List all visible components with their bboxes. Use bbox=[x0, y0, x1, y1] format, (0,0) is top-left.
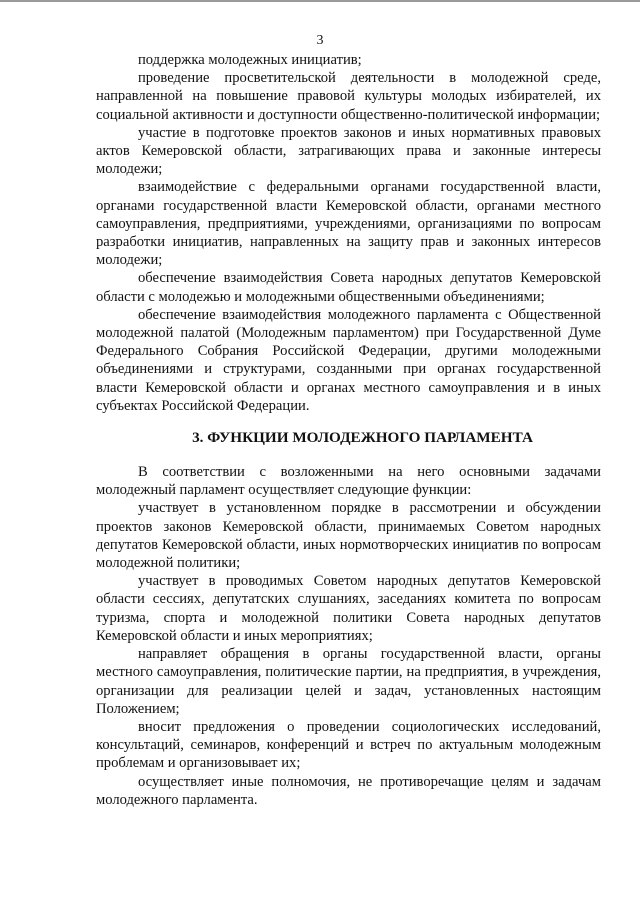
task-paragraph: взаимодействие с федеральными органами государственной власти, органами государственной власти Кемеровской области, органами местного самоуправления, предприятиями, учреждениями, организациями по вопросам разработки инициатив, направленных на защиту прав и законных интересов молодежи; bbox=[96, 179, 601, 269]
function-paragraph: осуществляет иные полномочия, не противоречащие целям и задачам молодежного парламента. bbox=[96, 773, 601, 808]
function-paragraph: участвует в установленном порядке в рассмотрении и обсуждении проектов законов Кемеровской области, принимаемых Советом народных депутатов Кемеровской области, иных нормотворческих инициатив по вопросам молодежной политики; bbox=[96, 500, 601, 572]
intro-paragraph: В соответствии с возложенными на него основными задачами молодежный парламент осуществляет следующие функции: bbox=[96, 464, 601, 499]
function-paragraph: направляет обращения в органы государственной власти, органы местного самоуправления, политические партии, на предприятия, в учреждения, организации для реализации целей и задач, установленных настоящим Положением; bbox=[96, 646, 601, 717]
document-body bbox=[96, 51, 601, 809]
task-paragraph: участие в подготовке проектов законов и иных нормативных правовых актов Кемеровской области, затрагивающих права и законные интересы молодежи; bbox=[96, 124, 601, 178]
section-heading: 3. ФУНКЦИИ МОЛОДЕЖНОГО ПАРЛАМЕНТА bbox=[192, 429, 533, 447]
page-number: 3 bbox=[316, 33, 324, 48]
function-paragraph: участвует в проводимых Советом народных депутатов Кемеровской области сессиях, депутатских слушаниях, заседаниях комитета по вопросам туризма, спорта и молодежной политики Совета народных депутатов Кемеровской области и иных мероприятиях; bbox=[96, 573, 601, 644]
task-paragraph: обеспечение взаимодействия молодежного парламента с Общественной молодежной палатой (Молодежным парламентом) при Государственной Думе Федерального Собрания Российской Федерации, другими молодежными объединениями и структурами, созданными при органах государственной власти Кемеровской области и органах местного самоуправления и в иных субъектах Российской Федерации. bbox=[96, 306, 601, 414]
task-paragraph: поддержка молодежных инициатив; bbox=[138, 52, 362, 68]
task-paragraph: обеспечение взаимодействия Совета народных депутатов Кемеровской области с молодежью и молодежными общественными объединениями; bbox=[96, 270, 601, 305]
function-paragraph: вносит предложения о проведении социологических исследований, консультаций, семинаров, конференций и встреч по актуальным молодежным проблемам и организовывает их; bbox=[96, 718, 601, 772]
task-paragraph: проведение просветительской деятельности в молодежной среде, направленной на повышение правовой культуры молодых избирателей, их социальной активности и доступности общественно-политической информации; bbox=[96, 70, 601, 123]
